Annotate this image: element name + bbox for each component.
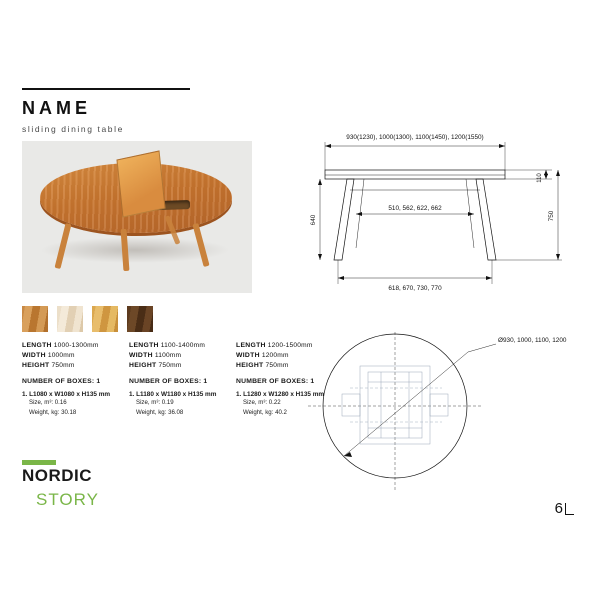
spec-item: 1. L1180 x W1180 x H135 mm — [129, 391, 217, 398]
spec-boxes: NUMBER OF BOXES: 1 — [22, 378, 101, 385]
front-mid-dimension: 510, 562, 622, 662 — [388, 205, 442, 212]
front-elevation-drawing — [290, 128, 590, 308]
header-rule — [22, 88, 190, 90]
spec-size: Size, m³: 0.19 — [136, 399, 174, 406]
top-view-diameter-dim: Ø930, 1000, 1100, 1200 — [498, 337, 567, 344]
logo-accent-bar — [22, 460, 56, 465]
spec-height-value: 750mm — [265, 362, 289, 369]
front-bottom-dimension: 618, 670, 730, 770 — [388, 285, 442, 292]
front-top-dimension: 930(1230), 1000(1300), 1100(1450), 1200(1550) — [346, 134, 484, 141]
spec-size: Size, m³: 0.16 — [29, 399, 67, 406]
page-title: NAME — [22, 98, 91, 118]
spec-height-label: HEIGHT — [22, 362, 50, 369]
spec-column-2 — [129, 341, 236, 417]
spec-item: 1. L1280 x W1280 x H135 mm — [236, 391, 325, 398]
spec-height-value: 750mm — [158, 362, 182, 369]
spec-column-1 — [22, 341, 129, 417]
swatch-oak-light[interactable] — [92, 306, 118, 332]
spec-height-value: 750mm — [51, 362, 75, 369]
spec-weight: Weight, kg: 40.2 — [243, 408, 287, 416]
spec-width-label: WIDTH — [236, 352, 260, 359]
spec-width-label: WIDTH — [22, 352, 46, 359]
finish-swatches — [22, 306, 153, 332]
swatch-oak-natural[interactable] — [22, 306, 48, 332]
spec-weight: Weight, kg: 36.08 — [136, 408, 184, 416]
spec-length-label: LENGTH — [22, 342, 52, 349]
spec-boxes: NUMBER OF BOXES: 1 — [236, 378, 315, 385]
logo-nordic: NORDIC — [22, 466, 93, 485]
spec-height-label: HEIGHT — [129, 362, 157, 369]
swatch-oak-dark[interactable] — [127, 306, 153, 332]
spec-length-label: LENGTH — [129, 342, 159, 349]
front-right-dimension: 750 — [548, 210, 555, 222]
page-number-value: 6 — [554, 500, 563, 517]
table-leaf — [116, 150, 165, 217]
spec-weight: Weight, kg: 30.18 — [29, 408, 77, 416]
spec-width-value: 1100mm — [154, 352, 182, 359]
front-left-dimension: 640 — [310, 214, 317, 226]
spec-height-label: HEIGHT — [236, 362, 264, 369]
spec-length-value: 1100-1400mm — [160, 342, 206, 349]
spec-width-label: WIDTH — [129, 352, 153, 359]
spec-length-label: LENGTH — [236, 342, 266, 349]
logo-story: STORY — [36, 490, 99, 509]
spec-length-value: 1200-1500mm — [267, 342, 313, 349]
spec-boxes: NUMBER OF BOXES: 1 — [129, 378, 208, 385]
top-view-drawing — [282, 330, 582, 490]
spec-width-value: 1200mm — [261, 352, 289, 359]
spec-item: 1. L1080 x W1080 x H135 mm — [22, 391, 111, 398]
product-photo — [22, 141, 252, 293]
spec-size: Size, m³: 0.22 — [243, 399, 281, 406]
page-subtitle: sliding dining table — [22, 124, 124, 134]
swatch-oak-white[interactable] — [57, 306, 83, 332]
page-corner-mark — [565, 503, 574, 515]
page-number — [555, 500, 574, 517]
spec-width-value: 1000mm — [47, 352, 75, 359]
front-top-thickness-dim: 110 — [537, 173, 543, 183]
spec-length-value: 1000-1300mm — [53, 342, 99, 349]
